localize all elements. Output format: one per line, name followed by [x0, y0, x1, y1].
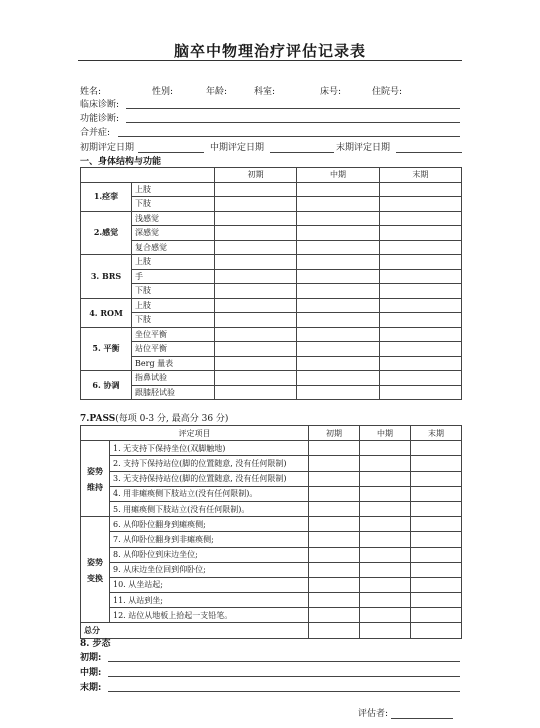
table-row	[81, 342, 462, 357]
comorbidity-line[interactable]	[118, 136, 460, 137]
final-date-line[interactable]	[396, 152, 462, 153]
score-cell[interactable]	[309, 532, 360, 547]
item-label-cell: 站位平衡	[132, 342, 215, 357]
score-cell[interactable]	[360, 577, 411, 592]
score-cell[interactable]	[215, 269, 297, 284]
score-cell[interactable]	[297, 240, 379, 255]
score-cell[interactable]	[297, 284, 379, 299]
table-row	[81, 240, 462, 255]
category-cell: 2.感觉	[81, 211, 132, 255]
score-cell[interactable]	[309, 562, 360, 577]
table-header-row	[81, 426, 462, 441]
score-cell[interactable]	[309, 471, 360, 486]
table-row	[81, 501, 462, 516]
score-cell[interactable]	[215, 240, 297, 255]
score-cell[interactable]	[215, 211, 297, 226]
comorbidity-label: 合并症:	[80, 128, 111, 138]
header-blank-cell	[81, 168, 215, 183]
item-label-cell: 2. 支持下保持站位(脚的位置随意, 没有任何限制)	[110, 456, 309, 471]
score-cell[interactable]	[379, 371, 461, 386]
item-label-cell: 上肢	[132, 298, 215, 313]
score-cell[interactable]	[360, 501, 411, 516]
table-header-row	[81, 168, 462, 183]
table-row	[81, 197, 462, 212]
gait-title: 8. 步态	[80, 639, 111, 649]
total-row	[81, 623, 462, 638]
score-cell[interactable]	[411, 501, 462, 516]
total-score-cell[interactable]	[411, 623, 462, 638]
score-cell[interactable]	[379, 240, 461, 255]
score-cell[interactable]	[309, 517, 360, 532]
score-cell[interactable]	[215, 298, 297, 313]
score-cell[interactable]	[411, 562, 462, 577]
score-cell[interactable]	[411, 471, 462, 486]
table-row	[81, 371, 462, 386]
score-cell[interactable]	[297, 342, 379, 357]
score-cell[interactable]	[379, 342, 461, 357]
category-cell: 5. 平衡	[81, 327, 132, 371]
score-cell[interactable]	[411, 577, 462, 592]
score-cell[interactable]	[379, 197, 461, 212]
gait-row-line[interactable]	[108, 676, 460, 677]
score-cell[interactable]	[379, 269, 461, 284]
score-cell[interactable]	[297, 197, 379, 212]
column-header: 初期	[215, 168, 297, 183]
table-row	[81, 269, 462, 284]
pass-note: (每项 0-3 分, 最高分 36 分)	[115, 414, 229, 424]
table-row	[81, 313, 462, 328]
item-label-cell: 跟膝胫试验	[132, 385, 215, 400]
bed-label: 床号:	[320, 87, 342, 97]
item-label-cell: 浅感觉	[132, 211, 215, 226]
table-row	[81, 517, 462, 532]
category-line: 姿势	[87, 556, 103, 567]
item-label-cell: 深感觉	[132, 226, 215, 241]
section1-title: 一、身体结构与功能	[80, 157, 162, 167]
dept-label: 科室:	[254, 87, 276, 97]
comorbidity-row	[80, 125, 460, 137]
pass-title: 7.PASS	[80, 414, 116, 424]
table-row	[81, 562, 462, 577]
column-header: 评定项目	[81, 426, 309, 441]
score-cell[interactable]	[411, 547, 462, 562]
score-cell[interactable]	[297, 211, 379, 226]
mid-date-label: 中期评定日期	[210, 143, 265, 153]
score-cell[interactable]	[297, 371, 379, 386]
category-cell	[81, 517, 110, 623]
pass-table	[80, 425, 462, 639]
column-header: 末期	[379, 168, 461, 183]
item-label-cell: 指鼻试验	[132, 371, 215, 386]
item-label-cell: 3. 无支持保持站位(脚的位置随意, 没有任何限制)	[110, 471, 309, 486]
item-label-cell: 1. 无支持下保持坐位(双脚触地)	[110, 441, 309, 456]
table-row	[81, 593, 462, 608]
score-cell[interactable]	[309, 577, 360, 592]
category-line: 变换	[87, 572, 103, 583]
category-cell: 4. ROM	[81, 298, 132, 327]
functional-diagnosis-label: 功能诊断:	[80, 114, 120, 124]
column-header: 中期	[360, 426, 411, 441]
category-line: 姿势	[87, 465, 103, 476]
table-row	[81, 532, 462, 547]
column-header: 末期	[411, 426, 462, 441]
table-row	[81, 226, 462, 241]
assessor-row	[358, 706, 453, 719]
item-label-cell: 上肢	[132, 255, 215, 270]
evaluation-dates-row	[80, 140, 464, 154]
score-cell[interactable]	[309, 501, 360, 516]
score-cell[interactable]	[360, 471, 411, 486]
score-cell[interactable]	[309, 593, 360, 608]
total-score-cell[interactable]	[309, 623, 360, 638]
item-label-cell: 9. 从床边坐位回到仰卧位;	[110, 562, 309, 577]
score-cell[interactable]	[297, 226, 379, 241]
table-row	[81, 327, 462, 342]
clinical-diagnosis-label: 临床诊断:	[80, 100, 120, 110]
score-cell[interactable]	[297, 385, 379, 400]
name-label: 姓名:	[80, 87, 102, 97]
item-label-cell: 下肢	[132, 284, 215, 299]
score-cell[interactable]	[379, 356, 461, 371]
score-cell[interactable]	[360, 441, 411, 456]
final-date-label: 末期评定日期	[336, 143, 391, 153]
score-cell[interactable]	[411, 486, 462, 501]
sex-label: 性别:	[152, 87, 174, 97]
table-row	[81, 182, 462, 197]
score-cell[interactable]	[215, 255, 297, 270]
score-cell[interactable]	[379, 327, 461, 342]
score-cell[interactable]	[360, 532, 411, 547]
table-row	[81, 284, 462, 299]
score-cell[interactable]	[297, 356, 379, 371]
score-cell[interactable]	[215, 197, 297, 212]
item-label-cell: 8. 从仰卧位到床边坐位;	[110, 547, 309, 562]
gait-row-label: 末期:	[80, 683, 102, 693]
score-cell[interactable]	[297, 298, 379, 313]
item-label-cell: 6. 从仰卧位翻身到瘫痪侧;	[110, 517, 309, 532]
title-underline	[78, 60, 462, 61]
initial-date-line[interactable]	[138, 152, 204, 153]
score-cell[interactable]	[411, 608, 462, 623]
table-row	[81, 441, 462, 456]
table-row	[81, 211, 462, 226]
score-cell[interactable]	[215, 313, 297, 328]
score-cell[interactable]	[297, 327, 379, 342]
table-row	[81, 255, 462, 270]
body-function-table	[80, 167, 462, 400]
initial-date-label: 初期评定日期	[80, 143, 135, 153]
gait-row	[80, 665, 460, 677]
score-cell[interactable]	[379, 313, 461, 328]
gait-row-label: 中期:	[80, 668, 102, 678]
score-cell[interactable]	[411, 517, 462, 532]
score-cell[interactable]	[297, 255, 379, 270]
score-cell[interactable]	[215, 182, 297, 197]
score-cell[interactable]	[360, 486, 411, 501]
item-label-cell: 4. 用非瘫痪侧下肢站立(没有任何限制)。	[110, 486, 309, 501]
category-line: 维持	[87, 481, 103, 492]
score-cell[interactable]	[215, 284, 297, 299]
table-row	[81, 608, 462, 623]
score-cell[interactable]	[309, 441, 360, 456]
score-cell[interactable]	[360, 562, 411, 577]
assessor-label: 评估者:	[358, 709, 389, 719]
score-cell[interactable]	[215, 385, 297, 400]
age-label: 年龄:	[206, 87, 228, 97]
category-cell: 1.痉挛	[81, 182, 132, 211]
gait-row-line[interactable]	[108, 661, 460, 662]
clinical-diagnosis-line[interactable]	[126, 108, 460, 109]
score-cell[interactable]	[360, 456, 411, 471]
table-row	[81, 471, 462, 486]
item-label-cell: 坐位平衡	[132, 327, 215, 342]
table-row	[81, 577, 462, 592]
score-cell[interactable]	[411, 593, 462, 608]
item-label-cell: 11. 从站到坐;	[110, 593, 309, 608]
table-row	[81, 456, 462, 471]
score-cell[interactable]	[297, 269, 379, 284]
item-label-cell: 12. 站位从地板上拾起一支铅笔。	[110, 608, 309, 623]
item-label-cell: 手	[132, 269, 215, 284]
pass-heading	[80, 411, 228, 424]
table-row	[81, 298, 462, 313]
table-row	[81, 356, 462, 371]
item-label-cell: 复合感觉	[132, 240, 215, 255]
score-cell[interactable]	[215, 342, 297, 357]
gait-row-line[interactable]	[108, 691, 460, 692]
item-label-cell: 下肢	[132, 197, 215, 212]
score-cell[interactable]	[379, 385, 461, 400]
total-label-cell: 总分	[81, 623, 309, 638]
score-cell[interactable]	[360, 593, 411, 608]
item-label-cell: 下肢	[132, 313, 215, 328]
score-cell[interactable]	[360, 517, 411, 532]
table-row	[81, 486, 462, 501]
category-cell: 3. BRS	[81, 255, 132, 299]
gait-row	[80, 680, 460, 692]
category-cell: 6. 协调	[81, 371, 132, 400]
score-cell[interactable]	[297, 182, 379, 197]
column-header: 中期	[297, 168, 379, 183]
table-row	[81, 547, 462, 562]
item-label-cell: Berg 量表	[132, 356, 215, 371]
score-cell[interactable]	[309, 486, 360, 501]
score-cell[interactable]	[411, 532, 462, 547]
mid-date-line[interactable]	[270, 152, 334, 153]
score-cell[interactable]	[379, 226, 461, 241]
score-cell[interactable]	[360, 547, 411, 562]
item-label-cell: 10. 从坐站起;	[110, 577, 309, 592]
score-cell[interactable]	[215, 327, 297, 342]
clinical-diagnosis-row	[80, 97, 460, 109]
score-cell[interactable]	[360, 608, 411, 623]
score-cell[interactable]	[309, 608, 360, 623]
score-cell[interactable]	[309, 547, 360, 562]
table-row	[81, 385, 462, 400]
functional-diagnosis-line[interactable]	[126, 122, 460, 123]
total-score-cell[interactable]	[360, 623, 411, 638]
score-cell[interactable]	[215, 226, 297, 241]
score-cell[interactable]	[215, 371, 297, 386]
score-cell[interactable]	[379, 284, 461, 299]
column-header: 初期	[309, 426, 360, 441]
score-cell[interactable]	[379, 182, 461, 197]
score-cell[interactable]	[379, 255, 461, 270]
category-cell	[81, 441, 110, 517]
score-cell[interactable]	[297, 313, 379, 328]
page-title: 脑卒中物理治疗评估记录表	[173, 42, 366, 60]
gait-row	[80, 650, 460, 662]
score-cell[interactable]	[411, 441, 462, 456]
item-label-cell: 5. 用瘫痪侧下肢站立(没有任何限制)。	[110, 501, 309, 516]
item-label-cell: 上肢	[132, 182, 215, 197]
gait-row-label: 初期:	[80, 653, 102, 663]
score-cell[interactable]	[411, 456, 462, 471]
score-cell[interactable]	[215, 356, 297, 371]
score-cell[interactable]	[379, 211, 461, 226]
admission-label: 住院号:	[372, 87, 403, 97]
score-cell[interactable]	[379, 298, 461, 313]
score-cell[interactable]	[309, 456, 360, 471]
assessor-signature-line[interactable]	[391, 709, 453, 719]
item-label-cell: 7. 从仰卧位翻身到非瘫痪侧;	[110, 532, 309, 547]
functional-diagnosis-row	[80, 111, 460, 123]
